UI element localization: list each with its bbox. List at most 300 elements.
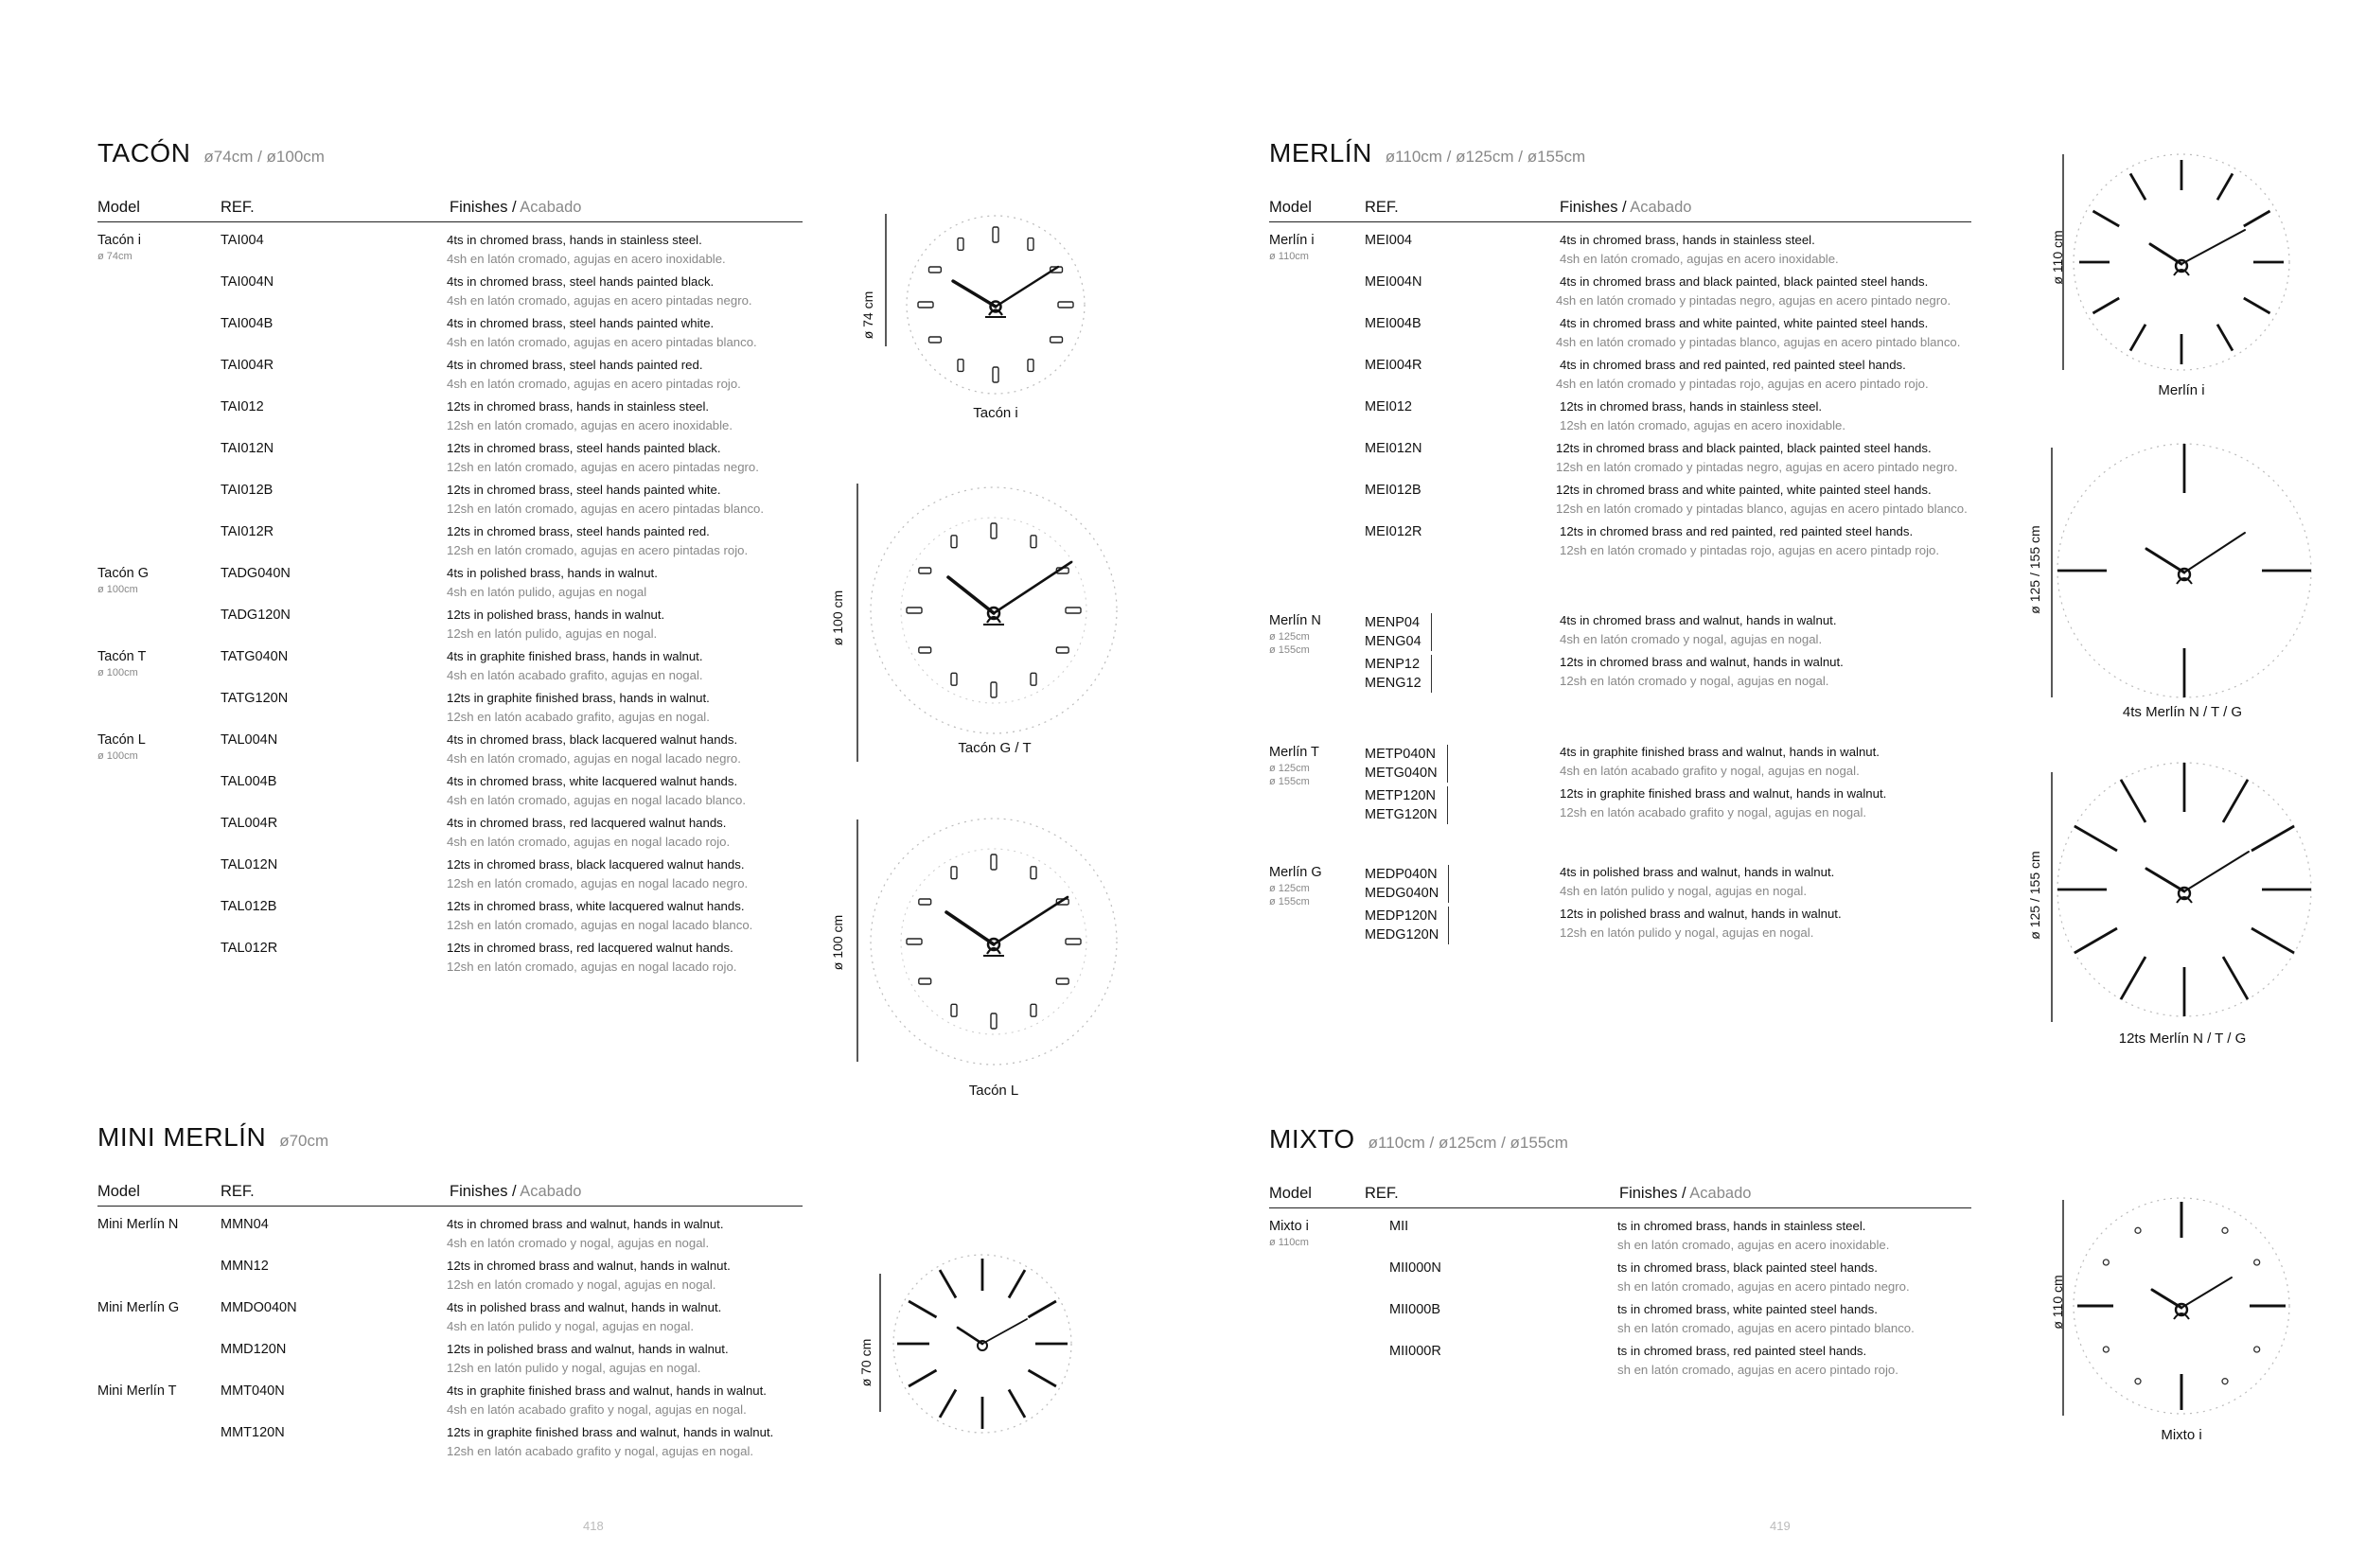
hour-marker (2075, 928, 2117, 953)
finish-en: 12ts in graphite finished brass and walnut, hands in walnut. (447, 1425, 774, 1439)
finish-en: 4ts in chromed brass and walnut, hands in walnut. (1560, 613, 1837, 627)
finish-en: ts in chromed brass, white painted steel hands. (1617, 1302, 1878, 1316)
ref-code: MEI004R (1365, 358, 1422, 373)
model-dim: ø 100cm (97, 667, 138, 678)
finish-es: 4sh en latón cromado y pintadas rojo, agujas en acero pintado rojo. (1556, 377, 1929, 391)
ref-code: TAL004B (221, 774, 277, 789)
finish-es: 12sh en latón cromado, agujas en nogal lacado rojo. (447, 960, 737, 974)
table-row (1269, 524, 2026, 566)
title-sizes: ø110cm / ø125cm / ø155cm (1385, 148, 1586, 166)
hour-marker (991, 523, 997, 538)
finish-es: 4sh en latón pulido, agujas en nogal (447, 585, 647, 599)
table-row (1269, 1260, 2026, 1302)
ref-code: TAI004N (221, 274, 274, 290)
finish-en: ts in chromed brass, black painted steel hands. (1617, 1260, 1878, 1275)
hour-marker (993, 367, 998, 382)
dim-label: ø 125 / 155 cm (2027, 851, 2042, 940)
finish-en: 4ts in polished brass, hands in walnut. (447, 566, 658, 580)
section-tacon (97, 138, 817, 990)
page-number-right: 419 (1770, 1519, 1791, 1533)
ref-code: TAI012N (221, 441, 274, 456)
table-row (97, 732, 817, 774)
ref-code: MII000B (1389, 1302, 1440, 1317)
finish-en: 12ts in chromed brass and red painted, red painted steel hands. (1560, 524, 1914, 538)
table-row (97, 899, 817, 941)
finish-en: 4ts in chromed brass and walnut, hands in walnut. (447, 1217, 724, 1231)
finish-en: 12ts in chromed brass, hands in stainless steel. (447, 399, 710, 414)
figure-caption: Tacón L (968, 1083, 1019, 1099)
hour-marker (2075, 826, 2117, 851)
table-row (97, 1425, 836, 1467)
ref-code: MEI012R (1365, 524, 1422, 539)
finish-es: 4sh en latón acabado grafito y nogal, agujas en nogal. (1560, 764, 1860, 778)
ref-code: METP040N (1365, 747, 1436, 762)
model-name: Merlín G (1269, 865, 1322, 880)
table-row (1269, 613, 2026, 655)
hour-marker (1028, 1370, 1055, 1386)
ref-code: TADG040N (221, 566, 291, 581)
finish-es: 12sh en latón acabado grafito y nogal, agujas en nogal. (447, 1444, 754, 1458)
finish-es: 12sh en latón pulido y nogal, agujas en nogal. (1560, 925, 1814, 940)
header-rule (1269, 221, 1971, 222)
table-row (1269, 907, 2026, 948)
table-row (97, 233, 817, 274)
finish-en: 4ts in chromed brass, steel hands painted black. (447, 274, 715, 289)
hour-marker (907, 608, 922, 613)
figure-caption: Tacón G / T (958, 740, 1032, 756)
section-mini-merlin (97, 1122, 817, 1472)
hour-marker (1031, 536, 1036, 548)
ref-code: TAL004N (221, 732, 278, 748)
finish-en: 12ts in graphite finished brass, hands in walnut. (447, 691, 710, 705)
hour-marker (2135, 1379, 2141, 1384)
hour-marker (1031, 1004, 1036, 1016)
table-row (1269, 1219, 2026, 1260)
hour-marker (929, 267, 942, 273)
hour-marker (2121, 780, 2145, 822)
hour-marker (919, 568, 931, 573)
finish-es: 12sh en latón cromado, agujas en acero pintadas negro. (447, 460, 759, 474)
ref-code: MEI012 (1365, 399, 1412, 414)
finish-es: 12sh en latón acabado grafito y nogal, agujas en nogal. (1560, 805, 1867, 819)
hour-marker (2223, 780, 2248, 822)
finish-en: 12ts in chromed brass and walnut, hands in walnut. (1560, 655, 1844, 669)
model-name: Tacón i (97, 233, 141, 248)
hour-marker (1051, 337, 1063, 343)
finish-en: 12ts in polished brass and walnut, hands in walnut. (447, 1342, 729, 1356)
model-name: Tacón L (97, 732, 146, 748)
hour-marker (1056, 978, 1068, 984)
clock-tacon-l (852, 814, 1136, 1088)
table-row (97, 857, 817, 899)
ref-code: MII000N (1389, 1260, 1441, 1276)
finish-es: 12sh en latón cromado y pintadas negro, agujas en acero pintado negro. (1556, 460, 1958, 474)
clock-tacon-i (852, 210, 1098, 428)
table-row (97, 774, 817, 816)
dim-label: ø 125 / 155 cm (2027, 525, 2042, 614)
hour-marker (2130, 325, 2145, 351)
ref-code: MMN04 (221, 1217, 269, 1232)
model-dim: ø 125cm ø 155cm (1269, 883, 1310, 907)
finish-es: 4sh en latón cromado, agujas en acero pintadas negro. (447, 293, 752, 308)
hour-marker (918, 302, 933, 308)
model-dim: ø 125cm ø 155cm (1269, 763, 1310, 787)
hour-marker (1056, 647, 1068, 653)
table-row (1269, 441, 2026, 483)
col-model-header: Model (97, 199, 140, 216)
ref-code: MEI004B (1365, 316, 1421, 331)
figure-caption: Tacón i (973, 405, 1018, 421)
table-row (1269, 655, 2026, 696)
ref-code: MMD120N (221, 1342, 287, 1357)
finish-en: 12ts in chromed brass, steel hands painted white. (447, 483, 721, 497)
finish-es: 12sh en latón cromado y pintadas rojo, agujas en acero pintadp rojo. (1560, 543, 1940, 557)
ref-code: MEI012N (1365, 441, 1422, 456)
table-row (97, 1217, 836, 1259)
finish-es: 4sh en latón pulido y nogal, agujas en nogal. (447, 1319, 695, 1333)
finish-en: 4ts in chromed brass, red lacquered walnut hands. (447, 816, 727, 830)
col-ref-header: REF. (1365, 1185, 1399, 1202)
finish-es: 4sh en latón cromado, agujas en nogal lacado rojo. (447, 835, 731, 849)
ref-code: TAI012 (221, 399, 264, 414)
col-model-header: Model (97, 1183, 140, 1200)
hour-marker (2251, 826, 2294, 851)
finish-es: 4sh en latón cromado y pintadas negro, agujas en acero pintado negro. (1556, 293, 1951, 308)
table-row (97, 358, 817, 399)
hour-marker (993, 227, 998, 242)
figure-caption: 12ts Merlín N / T / G (2118, 1031, 2247, 1047)
finish-en: 12ts in chromed brass, white lacquered walnut hands. (447, 899, 745, 913)
hour-marker (1009, 1389, 1025, 1417)
hour-marker (2130, 173, 2145, 200)
title-sizes: ø74cm / ø100cm (203, 148, 325, 166)
model-name: Mini Merlín N (97, 1217, 179, 1232)
finish-es: 12sh en latón cromado, agujas en nogal lacado blanco. (447, 918, 753, 932)
ref-code: MEDG040N (1365, 886, 1439, 901)
finish-es: 4sh en latón cromado y pintadas blanco, agujas en acero pintado blanco. (1556, 335, 1961, 349)
col-ref-header: REF. (221, 199, 255, 216)
finish-en: 4ts in graphite finished brass and walnut, hands in walnut. (1560, 745, 1880, 759)
finish-es: 4sh en latón cromado y nogal, agujas en nogal. (1560, 632, 1823, 646)
header-rule (97, 221, 803, 222)
hour-marker (2244, 211, 2270, 226)
finish-es: 4sh en latón cromado y nogal, agujas en nogal. (447, 1236, 710, 1250)
hour-marker (1066, 608, 1081, 613)
title-text: MIXTO (1269, 1124, 1355, 1154)
hour-marker (951, 536, 957, 548)
hour-marker (2217, 173, 2233, 200)
model-name: Merlín i (1269, 233, 1315, 248)
header-rule (1269, 1207, 1971, 1208)
finish-en: 12ts in chromed brass, steel hands painted black. (447, 441, 721, 455)
model-dim: ø 100cm (97, 750, 138, 762)
dim-label: ø 100 cm (830, 914, 845, 971)
hour-marker (2222, 1227, 2228, 1233)
ref-code-pair (1365, 786, 1448, 824)
hour-marker (991, 682, 997, 697)
finish-en: 4ts in polished brass and walnut, hands in walnut. (447, 1300, 722, 1314)
page-number-left: 418 (583, 1519, 604, 1533)
hour-marker (2223, 957, 2248, 999)
col-finishes-header (1619, 1185, 1751, 1203)
hour-marker (958, 238, 963, 251)
title-sizes: ø70cm (279, 1132, 329, 1150)
hour-marker (907, 939, 922, 944)
hour-marker (2217, 325, 2233, 351)
figure-caption: Merlín i (2158, 382, 2205, 398)
title-text: TACÓN (97, 138, 191, 167)
finish-en: 12ts in chromed brass, red lacquered walnut hands. (447, 941, 733, 955)
finish-en: 12ts in chromed brass, steel hands painted red. (447, 524, 710, 538)
model-name: Merlín T (1269, 745, 1319, 760)
ref-code: MMT120N (221, 1425, 285, 1440)
table-row (97, 1342, 836, 1383)
finish-es: 4sh en latón pulido y nogal, agujas en nogal. (1560, 884, 1808, 898)
ref-code: MII000R (1389, 1344, 1441, 1359)
ref-code: TAI004B (221, 316, 274, 331)
ref-code: TAL012N (221, 857, 278, 872)
finish-en: 4ts in chromed brass, steel hands painted white. (447, 316, 715, 330)
table-row (1269, 233, 2026, 274)
model-name: Mini Merlín T (97, 1383, 177, 1399)
model-name: Mixto i (1269, 1219, 1309, 1234)
acabado-label: Acabado (1689, 1185, 1752, 1202)
hour-marker (940, 1270, 956, 1297)
ref-code: TATG120N (221, 691, 289, 706)
finish-en: 4ts in graphite finished brass, hands in walnut. (447, 649, 703, 663)
hour-marker (940, 1389, 956, 1417)
table-row (1269, 399, 2026, 441)
section-title (97, 138, 325, 168)
model-name: Mini Merlín G (97, 1300, 180, 1315)
finish-es: 12sh en latón cromado, agujas en acero inoxidable. (447, 418, 733, 432)
finish-es: 12sh en latón cromado, agujas en nogal lacado negro. (447, 876, 749, 890)
finish-es: 4sh en latón cromado, agujas en acero inoxidable. (447, 252, 726, 266)
ref-code-pair (1365, 907, 1449, 944)
acabado-label: Acabado (520, 199, 582, 216)
figure-caption: 4ts Merlín N / T / G (2122, 704, 2243, 720)
hour-marker (2254, 1260, 2260, 1265)
finish-es: 4sh en latón cromado, agujas en acero inoxidable. (1560, 252, 1839, 266)
finishes-label: Finishes / (1560, 199, 1627, 216)
finishes-label: Finishes / (450, 1183, 517, 1200)
hour-marker (919, 899, 931, 905)
finish-es: sh en latón cromado, agujas en acero pintado rojo. (1617, 1363, 1898, 1377)
table-row (97, 524, 817, 566)
finish-en: 12ts in graphite finished brass and walnut, hands in walnut. (1560, 786, 1887, 801)
table-row (1269, 745, 2026, 786)
model-name: Merlín N (1269, 613, 1321, 628)
finishes-label: Finishes / (450, 199, 517, 216)
finish-en: 4ts in graphite finished brass and walnut, hands in walnut. (447, 1383, 767, 1398)
finish-es: 12sh en latón cromado y nogal, agujas en nogal. (447, 1277, 716, 1292)
table-row (1269, 358, 2026, 399)
hour-marker (929, 337, 942, 343)
finish-es: 4sh en latón acabado grafito, agujas en nogal. (447, 668, 703, 682)
hour-marker (1028, 360, 1033, 372)
table-row (97, 566, 817, 608)
table-row (97, 816, 817, 857)
ref-code: MII (1389, 1219, 1409, 1234)
finish-en: 4ts in chromed brass and white painted, white painted steel hands. (1560, 316, 1929, 330)
ref-code: TAL004R (221, 816, 278, 831)
model-name: Tacón G (97, 566, 149, 581)
table-row (97, 274, 817, 316)
section-title (1269, 138, 1585, 168)
model-dim: ø 74cm (97, 251, 132, 262)
finish-es: 12sh en latón cromado y nogal, agujas en nogal. (1560, 674, 1829, 688)
clock-tacon-g-t (852, 478, 1136, 762)
hour-marker (909, 1370, 936, 1386)
col-finishes-header (450, 1183, 581, 1201)
hour-marker (2103, 1260, 2109, 1265)
ref-code: METG040N (1365, 766, 1438, 781)
finish-en: 4ts in chromed brass, hands in stainless steel. (1560, 233, 1815, 247)
hour-marker (991, 1013, 997, 1029)
ref-code: MEI004 (1365, 233, 1412, 248)
finish-en: 12ts in chromed brass and walnut, hands in walnut. (447, 1259, 731, 1273)
finish-es: 12sh en latón cromado, agujas en acero inoxidable. (1560, 418, 1846, 432)
model-dim: ø 100cm (97, 584, 138, 595)
hour-marker (2103, 1347, 2109, 1352)
clock-mixto-i (2044, 1192, 2328, 1429)
acabado-label: Acabado (520, 1183, 582, 1200)
section-mixto (1269, 1124, 2026, 1389)
finish-en: 12ts in chromed brass, black lacquered walnut hands. (447, 857, 745, 872)
ref-code: TATG040N (221, 649, 289, 664)
ref-code-pair (1365, 655, 1432, 693)
table-row (97, 1383, 836, 1425)
ref-code: MEDG120N (1365, 927, 1439, 943)
finish-es: 4sh en latón cromado, agujas en nogal lacado blanco. (447, 793, 746, 807)
ref-code: MENP12 (1365, 657, 1421, 672)
finish-en: 4ts in chromed brass, steel hands painted red. (447, 358, 703, 372)
ref-code-pair (1365, 745, 1448, 783)
finishes-label: Finishes / (1619, 1185, 1686, 1202)
table-row (97, 1300, 836, 1342)
hour-marker (1066, 939, 1081, 944)
table-row (97, 483, 817, 524)
dim-label: ø 110 cm (2050, 1275, 2065, 1330)
finish-en: 12ts in chromed brass and white painted, white painted steel hands. (1556, 483, 1932, 497)
table-row (97, 441, 817, 483)
table-row (97, 649, 817, 691)
ref-code: MENP04 (1365, 615, 1421, 630)
hour-marker (951, 867, 957, 879)
finish-en: 4ts in chromed brass, black lacquered walnut hands. (447, 732, 738, 747)
ref-code: MMN12 (221, 1259, 269, 1274)
model-dim: ø 125cm ø 155cm (1269, 631, 1310, 656)
ref-code: METP120N (1365, 788, 1436, 803)
acabado-label: Acabado (1630, 199, 1692, 216)
finish-es: sh en latón cromado, agujas en acero inoxidable. (1617, 1238, 1890, 1252)
finish-es: sh en latón cromado, agujas en acero pintado negro. (1617, 1279, 1910, 1294)
ref-code: TAI004 (221, 233, 264, 248)
model-dim: ø 110cm (1269, 251, 1309, 262)
finish-en: 12ts in chromed brass and black painted, black painted steel hands. (1556, 441, 1932, 455)
title-text: MERLÍN (1269, 138, 1372, 167)
finish-en: 12ts in polished brass, hands in walnut. (447, 608, 665, 622)
hour-marker (919, 647, 931, 653)
finish-es: 4sh en latón acabado grafito y nogal, agujas en nogal. (447, 1402, 747, 1417)
ref-code: MEI004N (1365, 274, 1422, 290)
finish-en: 4ts in chromed brass and red painted, red painted steel hands. (1560, 358, 1906, 372)
table-row (97, 1259, 836, 1300)
section-merlin (1269, 138, 2026, 971)
ref-code: TAI004R (221, 358, 274, 373)
ref-code: TAL012B (221, 899, 277, 914)
col-finishes-header (1560, 199, 1691, 217)
hour-marker (2121, 957, 2145, 999)
ref-code-pair (1365, 613, 1432, 651)
finish-en: 12ts in polished brass and walnut, hands in walnut. (1560, 907, 1842, 921)
hour-marker (991, 854, 997, 870)
header-rule (97, 1206, 803, 1207)
finish-en: ts in chromed brass, red painted steel hands. (1617, 1344, 1867, 1358)
finish-es: 12sh en latón pulido, agujas en nogal. (447, 626, 658, 641)
finish-es: 12sh en latón cromado y pintadas blanco, agujas en acero pintado blanco. (1556, 502, 1968, 516)
hour-marker (2135, 1227, 2141, 1233)
section-title (1269, 1124, 1568, 1154)
table-row (1269, 274, 2026, 316)
finish-es: sh en latón cromado, agujas en acero pintado blanco. (1617, 1321, 1915, 1335)
clock-merlin-i (2044, 147, 2328, 383)
finish-es: 4sh en latón cromado, agujas en acero pintadas rojo. (447, 377, 741, 391)
table-row (97, 941, 817, 982)
hour-marker (1028, 238, 1033, 251)
hour-marker (958, 360, 963, 372)
ref-code: MMDO040N (221, 1300, 297, 1315)
ref-code: TAL012R (221, 941, 278, 956)
col-ref-header: REF. (221, 1183, 255, 1200)
hour-marker (951, 1004, 957, 1016)
finish-es: 4sh en latón cromado, agujas en acero pintadas blanco. (447, 335, 757, 349)
table-row (1269, 316, 2026, 358)
figure-caption: Mixto i (2161, 1427, 2202, 1443)
hour-marker (909, 1301, 936, 1317)
ref-code: TAI012B (221, 483, 274, 498)
table-row (1269, 483, 2026, 524)
hour-marker (1058, 302, 1073, 308)
table-row (1269, 786, 2026, 828)
table-row (97, 316, 817, 358)
finish-es: 12sh en latón cromado, agujas en acero pintadas blanco. (447, 502, 765, 516)
hour-marker (1031, 867, 1036, 879)
hour-marker (2092, 211, 2119, 226)
finish-es: 12sh en latón cromado, agujas en acero pintadas rojo. (447, 543, 749, 557)
ref-code: TAI012R (221, 524, 274, 539)
ref-code: MENG04 (1365, 634, 1421, 649)
finish-en: 12ts in chromed brass, hands in stainless steel. (1560, 399, 1823, 414)
hour-marker (2254, 1347, 2260, 1352)
hour-marker (2222, 1379, 2228, 1384)
col-ref-header: REF. (1365, 199, 1399, 216)
ref-code: METG120N (1365, 807, 1438, 822)
ref-code-pair (1365, 865, 1449, 903)
table-row (97, 691, 817, 732)
col-model-header: Model (1269, 199, 1312, 216)
model-dim: ø 110cm (1269, 1237, 1309, 1248)
clock-merlin-4ts (2044, 440, 2328, 700)
hour-marker (2251, 928, 2294, 953)
ref-code: MEDP040N (1365, 867, 1438, 882)
col-finishes-header (450, 199, 581, 217)
finish-en: 4ts in chromed brass and black painted, black painted steel hands. (1560, 274, 1929, 289)
dim-label: ø 70 cm (858, 1338, 874, 1387)
title-text: MINI MERLÍN (97, 1122, 267, 1152)
col-model-header: Model (1269, 1185, 1312, 1202)
dim-label: ø 110 cm (2050, 230, 2065, 285)
